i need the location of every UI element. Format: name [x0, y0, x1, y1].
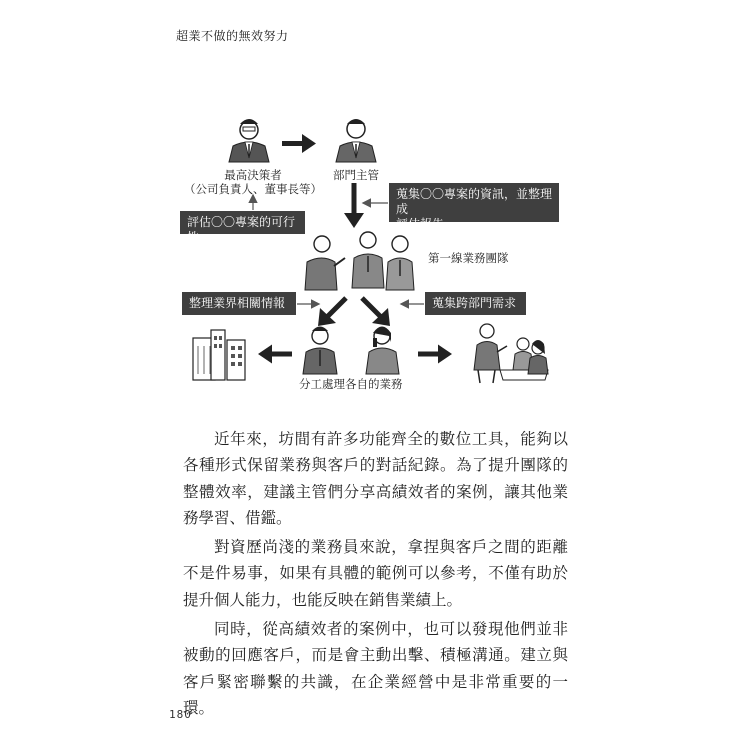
box-evaluate-feasibility: 評估〇〇專案的可行性: [180, 211, 305, 234]
page-number: 180: [169, 708, 192, 721]
paragraph-3: 同時，從高績效者的案例中，也可以發現他們並非被動的回應客戶，而是會主動出擊、積極溝通。建立與客戶緊密聯繫的共識，在企業經營中是非常重要的一環。: [183, 620, 568, 717]
buildings-icon: [193, 330, 245, 380]
manager-label: 部門主管: [333, 168, 379, 182]
collect-line2: 評估報告: [396, 217, 445, 231]
box-collect-information: [389, 183, 559, 231]
worker-right-person-icon: [366, 327, 399, 375]
box-department-needs: 蒐集跨部門需求: [425, 292, 526, 315]
collect-line1: 蒐集〇〇專案的資訊，並整理成: [396, 187, 553, 216]
body-text: [183, 426, 568, 724]
paragraph-2: 對資歷尚淺的業務員來說，拿捏與客戶之間的距離不是件易事，如果有具體的範例可以參考，不僅有助於提升個人能力，也能反映在銷售業績上。: [183, 538, 568, 609]
executive-examples: （公司負責人、董事長等）: [184, 182, 322, 196]
executive-label: [178, 168, 328, 196]
client-meeting-icon: [474, 324, 548, 383]
arrow-manager-to-executive: [282, 134, 316, 153]
paragraph-1: 近年來，坊間有許多功能齊全的數位工具，能夠以各種形式保留業務與客戶的對話紀錄。為了提升團隊的整體效率，建議主管們分享高績效者的案例，讓其他業務學習、借鑑。: [183, 430, 568, 527]
worker-left-person-icon: [303, 327, 337, 375]
arrow-team-to-left-worker: [318, 298, 346, 326]
manager-person-icon: [336, 119, 376, 162]
executive-title: 最高決策者: [224, 168, 282, 182]
executive-person-icon: [229, 119, 269, 162]
team-label: 第一線業務團隊: [428, 251, 509, 265]
box-industry-info: 整理業界相關情報: [182, 292, 296, 315]
arrow-to-buildings: [258, 345, 292, 364]
tasks-label: 分工處理各自的業務: [299, 377, 403, 391]
arrow-team-to-right-worker: [362, 298, 390, 326]
arrow-manager-to-team: [344, 183, 364, 228]
arrow-to-meeting: [418, 345, 452, 364]
team-people-icon: [305, 232, 414, 290]
running-header: 超業不做的無效努力: [176, 29, 289, 43]
